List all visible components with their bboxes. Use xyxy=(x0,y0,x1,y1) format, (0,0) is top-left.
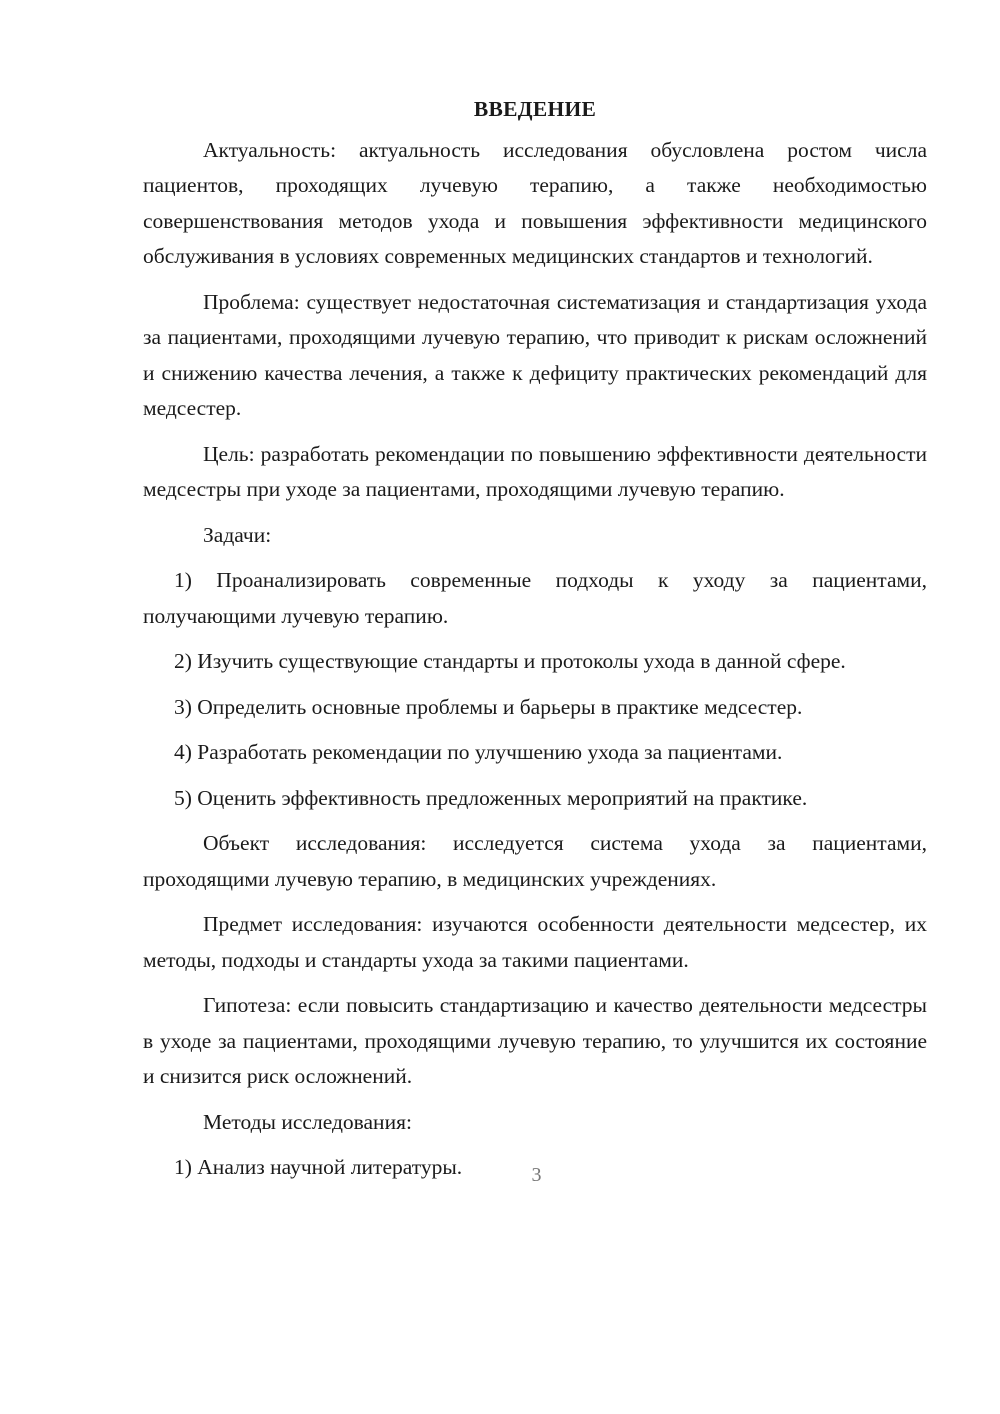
task-item: 4) Разработать рекомендации по улучшению ухода за пациентами. xyxy=(174,740,783,764)
problem-paragraph: Проблема: существует недостаточная систематизация и стандартизация ухода за пациентами, проходящими лучевую терапию, что приводит к рискам осложнений и снижению качества лечения, а также к дефициту практических рекомендаций для медсестер. xyxy=(143,289,927,420)
object-paragraph: Объект исследования: исследуется система ухода за пациентами, проходящими лучевую терапию, в медицинских учреждениях. xyxy=(143,831,927,891)
hypothesis-paragraph: Гипотеза: если повысить стандартизацию и качество деятельности медсестры в уходе за пациентами, проходящими лучевую терапию, то улучшится их состояние и снизится риск осложнений. xyxy=(143,993,927,1088)
page-number: 3 xyxy=(531,1164,542,1186)
tasks-heading: Задачи: xyxy=(203,522,272,547)
method-item: 1) Анализ научной литературы. xyxy=(174,1155,463,1179)
task-item: 3) Определить основные проблемы и барьеры в практике медсестер. xyxy=(174,694,803,719)
task-item: 2) Изучить существующие стандарты и протоколы ухода в данной сфере. xyxy=(174,649,846,673)
methods-heading: Методы исследования: xyxy=(203,1109,412,1134)
task-item: 1) Проанализировать современные подходы к уходу за пациентами, получающими лучевую терапию. xyxy=(143,568,927,628)
task-item: 5) Оценить эффективность предложенных мероприятий на практике. xyxy=(174,785,808,810)
subject-paragraph: Предмет исследования: изучаются особенности деятельности медсестер, их методы, подходы и стандарты ухода за такими пациентами. xyxy=(143,912,927,972)
page-title: ВВЕДЕНИЕ xyxy=(473,97,597,121)
page-body xyxy=(143,92,927,1196)
goal-paragraph: Цель: разработать рекомендации по повышению эффективности деятельности медсестры при уходе за пациентами, проходящими лучевую терапию. xyxy=(143,441,927,501)
relevance-paragraph: Актуальность: актуальность исследования обусловлена ростом числа пациентов, проходящих лучевую терапию, а также необходимостью совершенствования методов ухода и повышения эффективности медицинского обслуживания в условиях современных медицинских стандартов и технологий. xyxy=(143,137,927,268)
